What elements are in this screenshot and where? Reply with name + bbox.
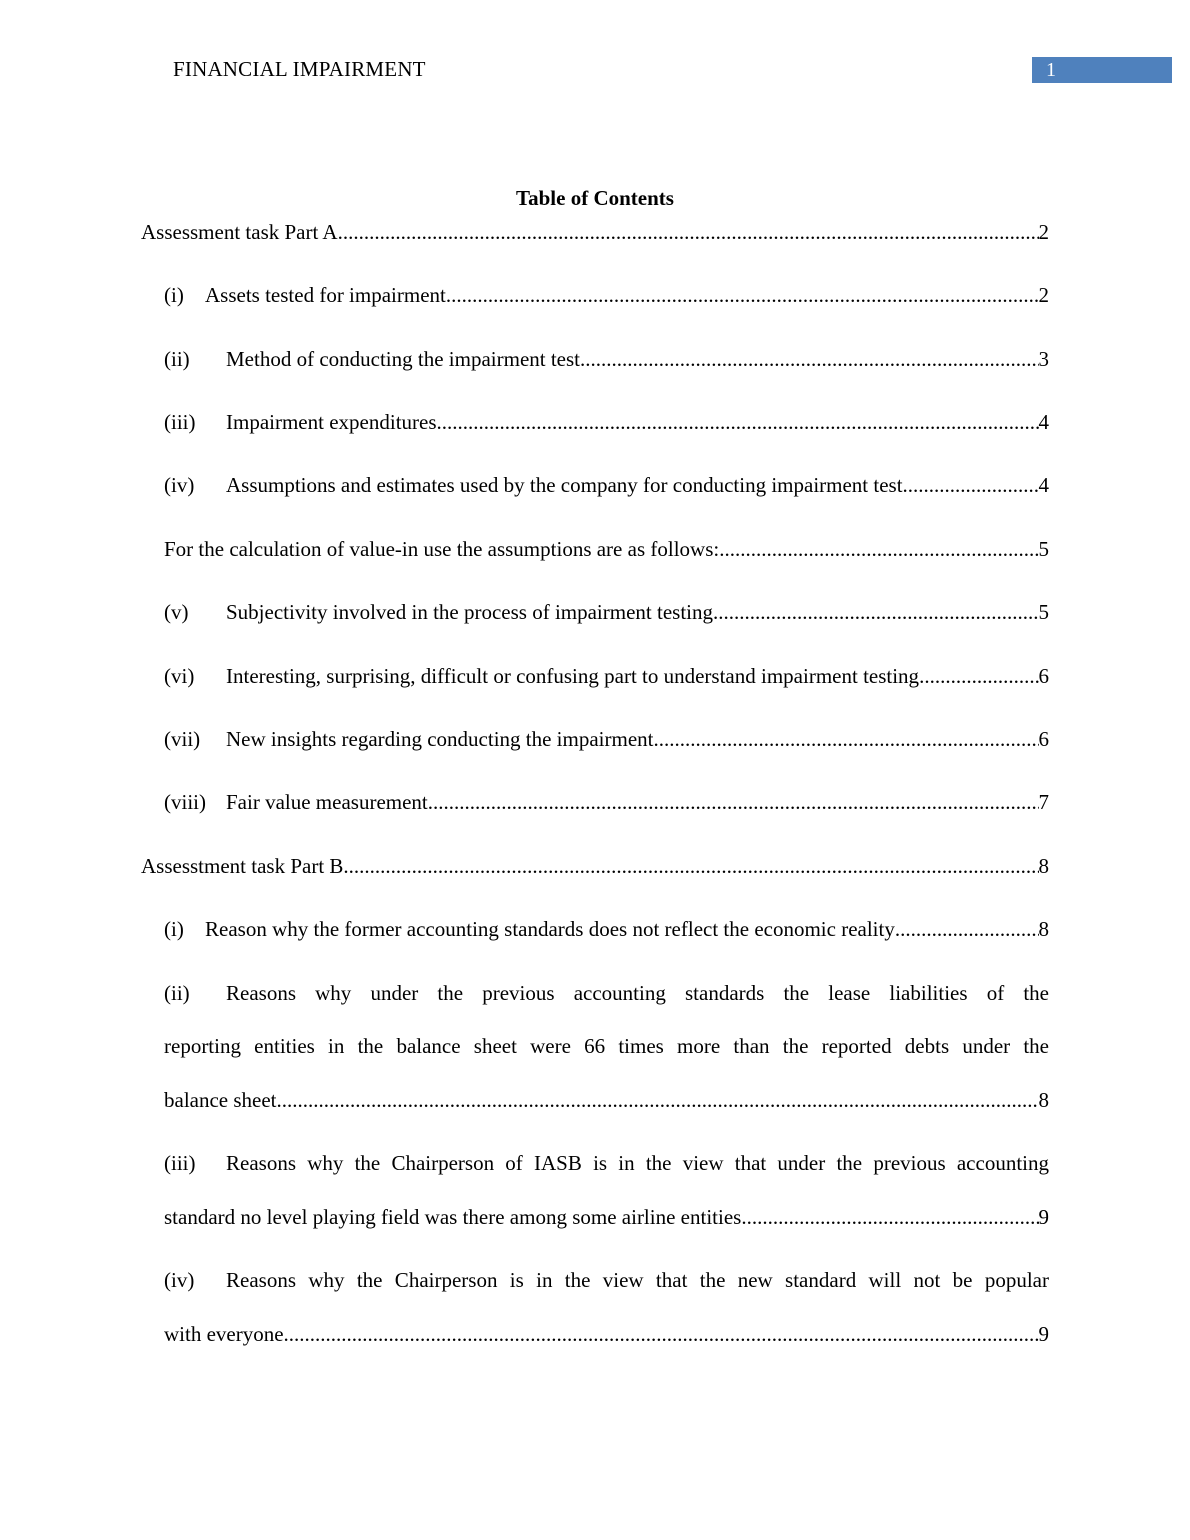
toc-entry-page: 3 <box>1038 347 1049 371</box>
toc-entry-title: New insights regarding conducting the impairment <box>226 727 654 751</box>
dot-leader <box>895 914 1039 944</box>
toc-entry-page: 6 <box>1038 727 1049 751</box>
toc-entry-line <box>164 1085 1049 1115</box>
toc-entry-line <box>164 1031 1049 1061</box>
toc-entry-title: For the calculation of value-in use the assumptions are as follows: <box>164 537 720 561</box>
toc-entry-line <box>164 1265 1049 1295</box>
dot-leader <box>343 851 1038 881</box>
toc-entry-page: 4 <box>1038 473 1049 497</box>
toc-entry-a-vii[interactable] <box>164 724 1049 754</box>
toc-entry-title: Assumptions and estimates used by the company for conducting impairment test <box>226 473 903 497</box>
toc-entry-number: (v) <box>164 600 189 624</box>
toc-entry-title: Assessment task Part A <box>141 220 338 244</box>
toc-entry-part-b[interactable] <box>141 851 1049 881</box>
toc-entry-number: (iii) <box>164 1151 196 1175</box>
toc-entry-value-in-use[interactable] <box>164 534 1049 564</box>
toc-entry-number: (iv) <box>164 1268 195 1292</box>
toc-entry-title: Method of conducting the impairment test <box>226 347 581 371</box>
toc-entry-page: 8 <box>1038 1088 1049 1112</box>
dot-leader <box>437 407 1039 437</box>
toc-entry-number: (i) <box>164 283 184 307</box>
toc-entry-title: Interesting, surprising, difficult or confusing part to understand impairment testing <box>226 664 920 688</box>
dot-leader <box>719 534 1038 564</box>
toc-entry-title: Subjectivity involved in the process of impairment testing <box>226 600 713 624</box>
toc-entry-a-iv[interactable] <box>164 470 1049 500</box>
toc-entry-number: (ii) <box>164 347 190 371</box>
toc-entry-a-viii[interactable] <box>164 787 1049 817</box>
toc-entry-number: (iii) <box>164 410 196 434</box>
toc-entry-number: (vi) <box>164 664 195 688</box>
dot-leader <box>338 217 1039 247</box>
toc-entry-number: (viii) <box>164 790 206 814</box>
toc-entry-page: 2 <box>1038 283 1049 307</box>
toc-entry-a-vi[interactable] <box>164 661 1049 691</box>
dot-leader <box>713 597 1039 627</box>
toc-entry-line <box>164 1202 1049 1232</box>
toc-entry-a-ii[interactable] <box>164 344 1049 374</box>
toc-entry-number: (ii) <box>164 981 190 1005</box>
dot-leader <box>919 661 1038 691</box>
toc-entry-page: 2 <box>1038 220 1049 244</box>
toc-entry-title: Fair value measurement <box>226 790 428 814</box>
toc-entry-title: Assets tested for impairment <box>205 283 446 307</box>
toc-entry-line <box>164 1319 1049 1349</box>
toc-entry-page: 9 <box>1038 1322 1049 1346</box>
dot-leader <box>580 344 1038 374</box>
toc-entry-title: standard no level playing field was there among some airline entities <box>164 1205 742 1229</box>
toc-entry-page: 5 <box>1038 600 1049 624</box>
toc-entry-title: balance sheet <box>164 1088 277 1112</box>
toc-entry-line <box>164 1148 1049 1178</box>
toc-entry-number: (iv) <box>164 473 195 497</box>
toc-entry-title: Assesstment task Part B <box>141 854 344 878</box>
toc-entry-page: 6 <box>1038 664 1049 688</box>
toc-entry-a-v[interactable] <box>164 597 1049 627</box>
dot-leader <box>903 470 1039 500</box>
toc-entry-page: 9 <box>1038 1205 1049 1229</box>
toc-entry-title: Reasons why the Chairperson is in the view that the new standard will not be popular <box>226 1268 1049 1292</box>
toc-entry-page: 8 <box>1038 917 1049 941</box>
toc-entry-page: 8 <box>1038 854 1049 878</box>
dot-leader <box>428 787 1039 817</box>
running-header-title: FINANCIAL IMPAIRMENT <box>173 57 426 81</box>
toc-entry-page: 7 <box>1038 790 1049 814</box>
toc-entry-b-i[interactable] <box>164 914 1049 944</box>
toc-entry-a-iii[interactable] <box>164 407 1049 437</box>
page-number-badge: 1 <box>1032 57 1172 83</box>
dot-leader <box>277 1085 1039 1115</box>
toc-heading: Table of Contents <box>516 186 674 210</box>
toc-entry-page: 4 <box>1038 410 1049 434</box>
toc-entry-title: Impairment expenditures <box>226 410 437 434</box>
dot-leader <box>446 280 1039 310</box>
toc-entry-number: (vii) <box>164 727 201 751</box>
toc-entry-title: reporting entities in the balance sheet were 66 times more than the reported debts under the <box>164 1034 1049 1058</box>
toc-entry-a-i[interactable] <box>164 280 1049 310</box>
toc-entry-number: (i) <box>164 917 184 941</box>
toc-entry-line <box>164 978 1049 1008</box>
toc-entry-part-a[interactable] <box>141 217 1049 247</box>
toc-entry-title: Reasons why under the previous accounting standards the lease liabilities of the <box>226 981 1049 1005</box>
toc-entry-page: 5 <box>1038 537 1049 561</box>
toc-entry-title: with everyone <box>164 1322 284 1346</box>
dot-leader <box>654 724 1039 754</box>
toc-entry-title: Reasons why the Chairperson of IASB is in the view that under the previous accounting <box>226 1151 1049 1175</box>
toc-entry-title: Reason why the former accounting standards does not reflect the economic reality <box>205 917 895 941</box>
dot-leader <box>284 1319 1039 1349</box>
dot-leader <box>741 1202 1038 1232</box>
